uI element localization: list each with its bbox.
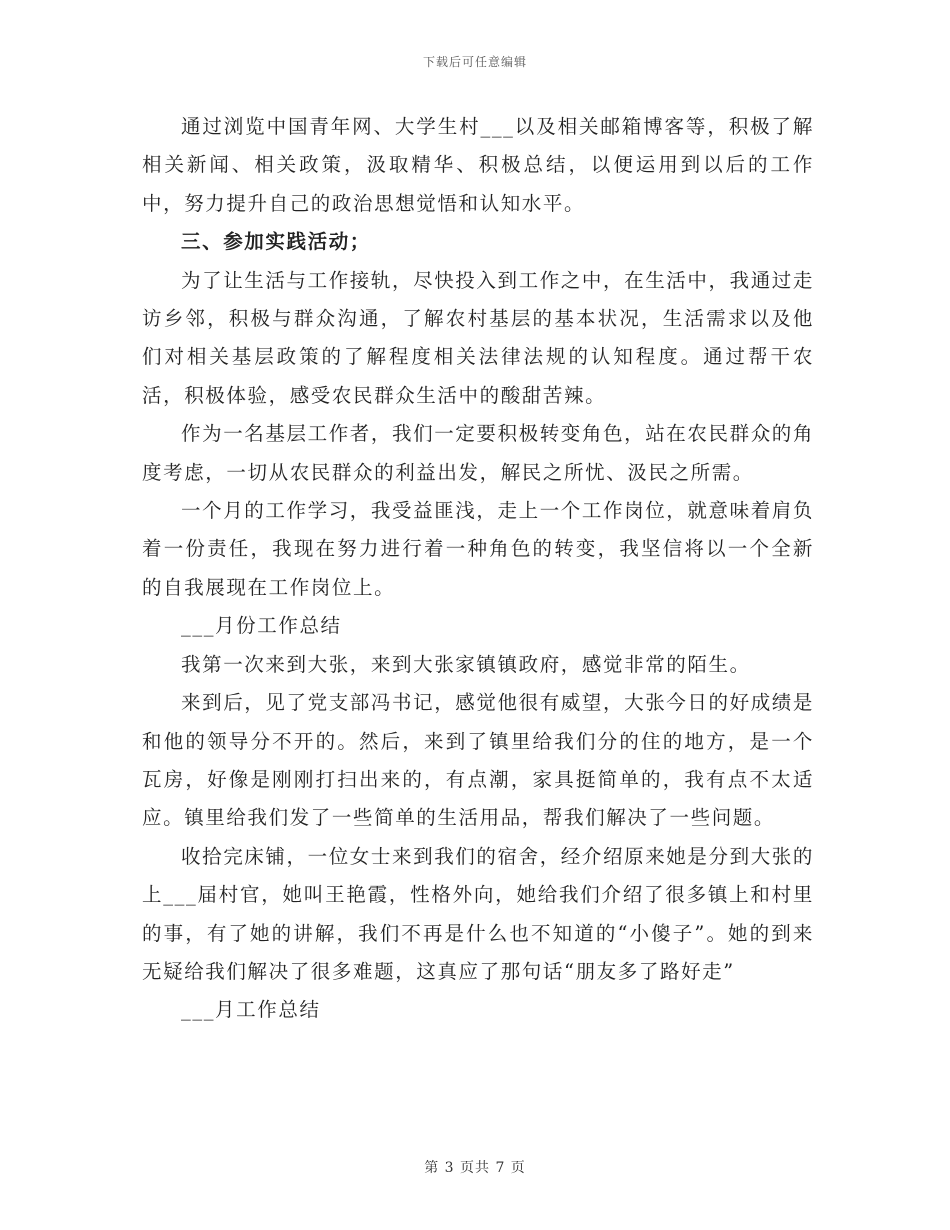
page-number: 第 3 页共 7 页 [424, 1160, 526, 1176]
paragraph-meet-colleague: 收拾完床铺，一位女士来到我们的宿舍，经介绍原来她是分到大张的上___届村官，她叫王艳霞，性格外向，她给我们介绍了很多镇上和村里的事，有了她的讲解，我们不再是什么也不知道的“小傻子”。她的到来无疑给我们解决了很多难题，这真应了那句话“朋友多了路好走” [142, 844, 815, 983]
paragraph-browse-news: 通过浏览中国青年网、大学生村___以及相关邮箱博客等，积极了解相关新闻、相关政策，汲取精华、积极总结，以便运用到以后的工作中，努力提升自己的政治思想觉悟和认知水平。 [142, 115, 814, 215]
paragraph-role-change: 作为一名基层工作者，我们一定要积极转变角色，站在农民群众的角度考虑，一切从农民群众的利益出发，解民之所忧、汲民之所需。 [142, 422, 815, 484]
paragraph-month-summary-title-2: ___月工作总结 [181, 998, 321, 1022]
paragraph-meet-secretary: 来到后，见了党支部冯书记，感觉他很有威望，大张今日的好成绩是和他的领导分不开的。然后，来到了镇里给我们分的住的地方，是一个瓦房，好像是刚刚打扫出来的，有点潮，家具挺简单的，我有点不太适应。镇里给我们发了一些简单的生活用品，帮我们解决了一些问题。 [142, 691, 815, 830]
paragraph-month-summary-title: ___月份工作总结 [181, 614, 342, 638]
paragraph-practice-visit: 为了让生活与工作接轨，尽快投入到工作之中，在生活中，我通过走访乡邻，积极与群众沟通，了解农村基层的基本状况，生活需求以及他们对相关基层政策的了解程度相关法律法规的认知程度。通过帮干农活，积极体验，感受农民群众生活中的酸甜苦辣。 [142, 268, 815, 407]
paragraph-month-study: 一个月的工作学习，我受益匪浅，走上一个工作岗位，就意味着肩负着一份责任，我现在努力进行着一种角色的转变，我坚信将以一个全新的自我展现在工作岗位上。 [142, 499, 815, 599]
paragraph-first-arrival: 我第一次来到大张，来到大张家镇镇政府，感觉非常的陌生。 [181, 652, 751, 676]
section-heading: 三、参加实践活动； [181, 230, 371, 254]
header-note: 下载后可任意编辑 [422, 55, 527, 69]
document-body [142, 108, 814, 1030]
